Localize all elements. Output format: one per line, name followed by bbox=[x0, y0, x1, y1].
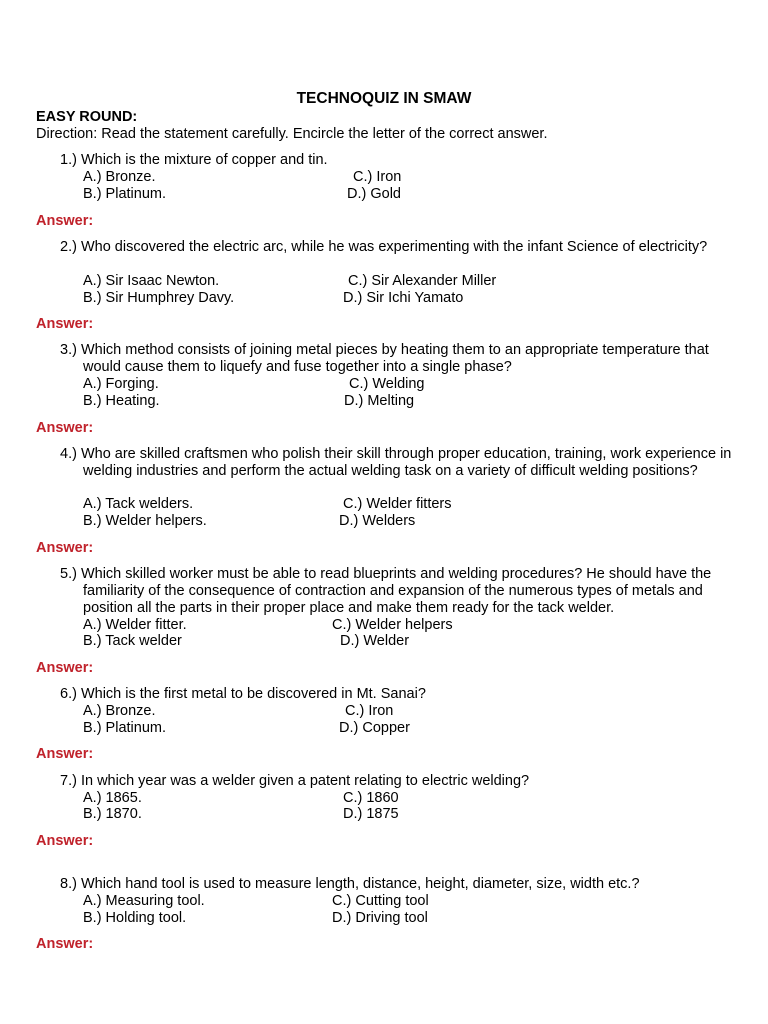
answer-label: Answer: bbox=[36, 213, 94, 229]
question-8 bbox=[60, 876, 740, 893]
answer-label: Answer: bbox=[36, 420, 94, 436]
option-a: A.) Bronze. bbox=[83, 703, 156, 719]
question-stem: 6.) Which is the first metal to be discovered in Mt. Sanai? bbox=[60, 686, 426, 702]
option-c: C.) Welding bbox=[349, 376, 425, 392]
question-stem: 2.) Who discovered the electric arc, while he was experimenting with the infant Science of electricity? bbox=[60, 239, 708, 255]
question-5 bbox=[60, 566, 740, 616]
option-b: B.) Platinum. bbox=[83, 720, 166, 736]
round-heading: EASY ROUND: bbox=[36, 109, 138, 125]
option-d: D.) Welder bbox=[340, 633, 410, 649]
option-a: A.) Welder fitter. bbox=[83, 617, 187, 633]
option-b: B.) Platinum. bbox=[83, 186, 166, 202]
option-d: D.) Sir Ichi Yamato bbox=[343, 290, 464, 306]
question-1 bbox=[60, 152, 740, 169]
option-d: D.) Welders bbox=[339, 513, 416, 529]
document-title: TECHNOQUIZ IN SMAW bbox=[296, 90, 472, 107]
option-b: B.) Holding tool. bbox=[83, 910, 187, 926]
option-b: B.) Tack welder bbox=[83, 633, 182, 649]
option-b: B.) 1870. bbox=[83, 806, 142, 822]
option-c: C.) Welder fitters bbox=[343, 496, 452, 512]
question-7 bbox=[60, 773, 740, 790]
answer-label: Answer: bbox=[36, 936, 94, 952]
option-b: B.) Sir Humphrey Davy. bbox=[83, 290, 235, 306]
option-d: D.) Melting bbox=[344, 393, 415, 409]
answer-label: Answer: bbox=[36, 316, 94, 332]
question-stem: 5.) Which skilled worker must be able to read blueprints and welding procedures? He should have the familiarity of the consequence of contraction and expansion of the numerous types of metals and position all the parts in their proper place and make them ready for the tack welder. bbox=[60, 566, 712, 616]
option-a: A.) Tack welders. bbox=[83, 496, 194, 512]
option-c: C.) Iron bbox=[353, 169, 402, 185]
answer-label: Answer: bbox=[36, 540, 94, 556]
question-stem: 7.) In which year was a welder given a patent relating to electric welding? bbox=[60, 773, 530, 789]
option-a: A.) Measuring tool. bbox=[83, 893, 205, 909]
question-4 bbox=[60, 446, 740, 480]
option-c: C.) Iron bbox=[345, 703, 394, 719]
question-stem: 3.) Which method consists of joining metal pieces by heating them to an appropriate temperature that would cause them to liquefy and fuse together into a single phase? bbox=[60, 342, 709, 375]
option-d: D.) Copper bbox=[339, 720, 410, 736]
answer-label: Answer: bbox=[36, 746, 94, 762]
option-a: A.) Bronze. bbox=[83, 169, 156, 185]
question-stem: 1.) Which is the mixture of copper and tin. bbox=[60, 152, 328, 168]
question-3 bbox=[60, 342, 740, 376]
question-stem: 8.) Which hand tool is used to measure length, distance, height, diameter, size, width etc.? bbox=[60, 876, 640, 892]
option-b: B.) Welder helpers. bbox=[83, 513, 207, 529]
question-6 bbox=[60, 686, 740, 703]
option-d: D.) Gold bbox=[347, 186, 401, 202]
option-c: C.) Cutting tool bbox=[332, 893, 429, 909]
option-c: C.) 1860 bbox=[343, 790, 399, 806]
option-b: B.) Heating. bbox=[83, 393, 160, 409]
option-a: A.) Forging. bbox=[83, 376, 159, 392]
question-2 bbox=[60, 239, 740, 256]
option-a: A.) 1865. bbox=[83, 790, 142, 806]
option-c: C.) Sir Alexander Miller bbox=[348, 273, 497, 289]
answer-label: Answer: bbox=[36, 660, 94, 676]
option-c: C.) Welder helpers bbox=[332, 617, 453, 633]
option-a: A.) Sir Isaac Newton. bbox=[83, 273, 220, 289]
direction-text: Direction: Read the statement carefully. Encircle the letter of the correct answer. bbox=[36, 126, 548, 142]
question-stem: 4.) Who are skilled craftsmen who polish their skill through proper education, training, work experience in welding industries and perform the actual welding task on a variety of difficult welding positions? bbox=[60, 446, 732, 479]
option-d: D.) Driving tool bbox=[332, 910, 428, 926]
option-d: D.) 1875 bbox=[343, 806, 399, 822]
answer-label: Answer: bbox=[36, 833, 94, 849]
